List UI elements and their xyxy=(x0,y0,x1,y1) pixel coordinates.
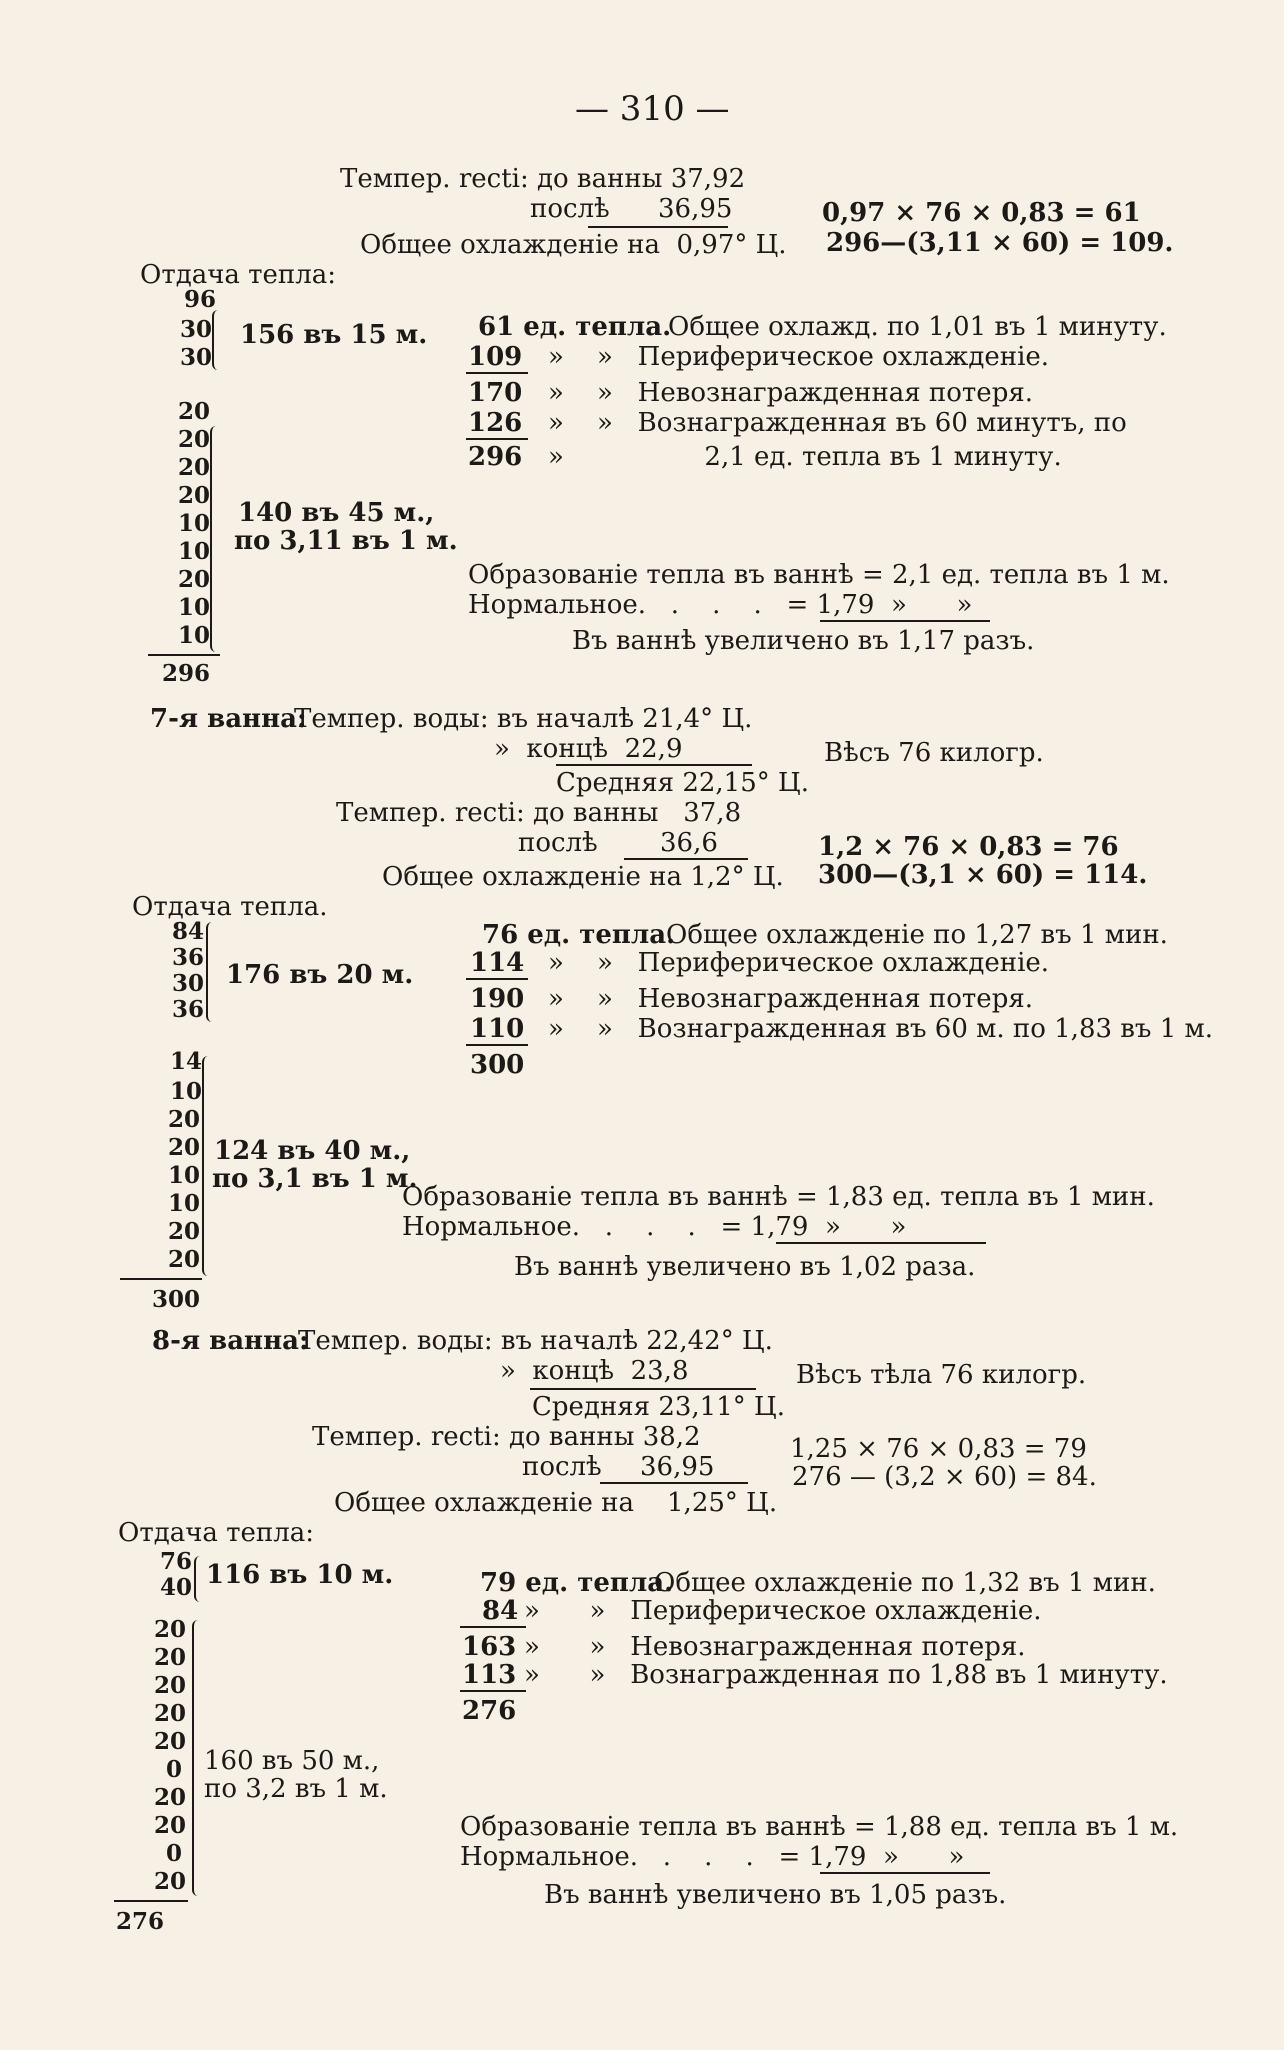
b6-rectal-after-label: послѣ xyxy=(530,194,610,224)
b8-increased: Въ ваннѣ увеличено въ 1,05 разъ. xyxy=(544,1880,1007,1910)
b7-row-text-0: Общее охлажденіе по 1,27 въ 1 мин. xyxy=(666,920,1168,950)
b7-num-10: 20 xyxy=(168,1218,201,1245)
b8-group2-label-2: по 3,2 въ 1 м. xyxy=(204,1774,388,1804)
b7-col-rule xyxy=(120,1278,202,1280)
b6-normal-rule xyxy=(820,620,990,622)
b6-num-7: 10 xyxy=(178,510,211,537)
b6-num-6: 20 xyxy=(178,482,211,509)
b6-row-text-1: » » Периферическое охлажденіе. xyxy=(548,342,1050,372)
b6-num-5: 20 xyxy=(178,454,211,481)
b8-num-9: 20 xyxy=(154,1812,187,1839)
b6-group2-label-1: 140 въ 45 м., xyxy=(238,498,435,528)
b7-row-text-2: » » Невознагражденная потеря. xyxy=(548,984,1033,1014)
b6-num-8: 10 xyxy=(178,538,211,565)
b8-mean: Средняя 23,11° Ц. xyxy=(532,1392,785,1422)
b6-num-1: 30 xyxy=(180,316,213,343)
b7-increased: Въ ваннѣ увеличено въ 1,02 раза. xyxy=(514,1252,976,1282)
b6-num-2: 30 xyxy=(180,344,213,371)
b8-col-rule xyxy=(114,1900,188,1902)
b6-group1-label: 156 въ 15 м. xyxy=(240,320,428,350)
b6-row-text-0: Общее охлажд. по 1,01 въ 1 минуту. xyxy=(668,312,1167,342)
b8-rectal-before: Темпер. recti: до ванны 38,2 xyxy=(312,1422,701,1452)
b8-normal-rule xyxy=(820,1872,990,1874)
b7-num-7: 20 xyxy=(168,1134,201,1161)
b7-row-value-3: 110 xyxy=(470,1014,525,1044)
b7-num-8: 10 xyxy=(168,1162,201,1189)
b6-normal: Нормальное. . . . = 1,79 » » xyxy=(468,590,973,620)
b8-row-value-3: 113 xyxy=(462,1660,517,1690)
b7-row-text-1: » » Периферическое охлажденіе. xyxy=(548,948,1050,978)
b6-brace-1 xyxy=(212,310,220,370)
b6-rectal-before: Темпер. recti: до ванны 37,92 xyxy=(340,164,746,194)
b6-row-text-2: » » Невознагражденная потеря. xyxy=(548,378,1033,408)
b8-normal: Нормальное. . . . = 1,79 » » xyxy=(460,1842,965,1872)
b8-calc1: 1,25 × 76 × 0,83 = 79 xyxy=(790,1434,1087,1464)
b7-num-2: 30 xyxy=(172,970,205,997)
b6-row-value-4: 296 xyxy=(468,442,523,472)
b7-row-value-4: 300 xyxy=(470,1050,525,1080)
b7-row-value-0: 76 ед. тепла. xyxy=(482,920,676,950)
b8-brace-2 xyxy=(192,1620,200,1896)
b7-rows-rule-1 xyxy=(466,978,528,980)
b8-num-2: 20 xyxy=(154,1616,187,1643)
b8-num-10: 0 xyxy=(166,1840,183,1867)
b7-water-end: » концѣ 22,9 xyxy=(494,734,683,764)
b7-rule xyxy=(624,858,748,860)
b8-title: 8-я ванна: xyxy=(152,1326,309,1356)
b8-num-11: 20 xyxy=(154,1868,187,1895)
b6-increased: Въ ваннѣ увеличено въ 1,17 разъ. xyxy=(572,626,1035,656)
b8-rows-rule-2 xyxy=(460,1690,526,1692)
b8-rows-rule-1 xyxy=(460,1626,526,1628)
b6-col-total: 296 xyxy=(162,660,211,687)
b8-heat-label: Отдача тепла: xyxy=(118,1518,315,1548)
b8-water-start: Темпер. воды: въ началѣ 22,42° Ц. xyxy=(298,1326,773,1356)
b6-num-3: 20 xyxy=(178,398,211,425)
b6-cooling-total: Общее охлажденіе на 0,97° Ц. xyxy=(360,230,787,260)
b7-col-total: 300 xyxy=(152,1286,201,1313)
b8-num-8: 20 xyxy=(154,1784,187,1811)
b7-cooling-total: Общее охлажденіе на 1,2° Ц. xyxy=(382,862,784,892)
b7-weight: Вѣсъ 76 килогр. xyxy=(824,738,1044,768)
b8-cooling-total: Общее охлажденіе на 1,25° Ц. xyxy=(334,1488,778,1518)
b8-num-5: 20 xyxy=(154,1700,187,1727)
b7-rectal-after-label: послѣ xyxy=(518,828,598,858)
b8-water-rule xyxy=(530,1388,756,1390)
b8-water-end: » концѣ 23,8 xyxy=(500,1356,689,1386)
b6-num-9: 20 xyxy=(178,566,211,593)
b8-calc2: 276 — (3,2 × 60) = 84. xyxy=(792,1462,1097,1492)
b8-num-7: 0 xyxy=(166,1756,183,1783)
b6-rule xyxy=(588,226,728,228)
b7-num-1: 36 xyxy=(172,944,205,971)
b8-weight: Вѣсъ тѣла 76 килогр. xyxy=(796,1360,1087,1390)
b6-calc1: 0,97 × 76 × 0,83 = 61 xyxy=(822,198,1141,228)
b6-num-0: 96 xyxy=(184,286,217,313)
b8-num-0: 76 xyxy=(160,1548,193,1575)
b6-col-rule xyxy=(148,654,220,656)
b7-num-5: 10 xyxy=(170,1078,203,1105)
b8-row-text-1: » » Периферическое охлажденіе. xyxy=(524,1596,1042,1626)
b7-row-value-2: 190 xyxy=(470,984,525,1014)
b6-num-11: 10 xyxy=(178,622,211,649)
b6-num-10: 10 xyxy=(178,594,211,621)
b7-group1-label: 176 въ 20 м. xyxy=(226,960,414,990)
b7-group2-label-2: по 3,1 въ 1 м. xyxy=(212,1164,418,1194)
b7-num-9: 10 xyxy=(168,1190,201,1217)
b6-row-value-2: 170 xyxy=(468,378,523,408)
b8-col-total: 276 xyxy=(116,1908,165,1935)
b8-row-text-3: » » Вознагражденная по 1,88 въ 1 минуту. xyxy=(524,1660,1168,1690)
b8-num-6: 20 xyxy=(154,1728,187,1755)
b7-rows-rule-2 xyxy=(466,1044,528,1046)
b7-num-6: 20 xyxy=(168,1106,201,1133)
b6-rectal-after-value: 36,95 xyxy=(658,194,733,224)
b7-num-3: 36 xyxy=(172,996,205,1023)
b8-row-value-1: 84 xyxy=(482,1596,519,1626)
b8-brace-1 xyxy=(194,1556,202,1602)
b7-num-11: 20 xyxy=(168,1246,201,1273)
b8-formation: Образованіе тепла въ ваннѣ = 1,88 ед. тепла въ 1 м. xyxy=(460,1812,1179,1842)
b7-num-0: 84 xyxy=(172,918,205,945)
b8-row-value-0: 79 ед. тепла. xyxy=(480,1568,674,1598)
b6-rows-rule-1 xyxy=(466,372,528,374)
page-number: — 310 — xyxy=(575,89,730,129)
b8-group1-label: 116 въ 10 м. xyxy=(206,1560,394,1590)
b8-row-text-2: » » Невознагражденная потеря. xyxy=(524,1632,1026,1662)
b6-calc2: 296—(3,11 × 60) = 109. xyxy=(826,228,1174,258)
b6-row-value-3: 126 xyxy=(468,408,523,438)
b7-water-rule xyxy=(556,764,752,766)
b8-rectal-after-value: 36,95 xyxy=(640,1452,715,1482)
b7-heat-label: Отдача тепла. xyxy=(132,892,328,922)
b7-normal: Нормальное. . . . = 1,79 » » xyxy=(402,1212,907,1242)
b6-rows-rule-2 xyxy=(466,438,528,440)
b6-row-text-4: » 2,1 ед. тепла въ 1 минуту. xyxy=(548,442,1062,472)
b7-title: 7-я ванна: xyxy=(150,704,307,734)
b6-num-4: 20 xyxy=(178,426,211,453)
b7-rectal-before: Темпер. recti: до ванны 37,8 xyxy=(336,798,742,828)
b7-num-4: 14 xyxy=(170,1048,203,1075)
b6-heat-label: Отдача тепла: xyxy=(140,260,337,290)
b8-group2-label-1: 160 въ 50 м., xyxy=(204,1746,380,1776)
b6-row-value-0: 61 ед. тепла. xyxy=(478,312,672,342)
b8-row-value-4: 276 xyxy=(462,1696,517,1726)
b7-water-start: Темпер. воды: въ началѣ 21,4° Ц. xyxy=(294,704,753,734)
b7-normal-rule xyxy=(776,1242,986,1244)
b6-row-value-1: 109 xyxy=(468,342,523,372)
b8-row-text-0: Общее охлажденіе по 1,32 въ 1 мин. xyxy=(654,1568,1156,1598)
b7-brace-2 xyxy=(202,1056,210,1276)
b7-formation: Образованіе тепла въ ваннѣ = 1,83 ед. тепла въ 1 мин. xyxy=(402,1182,1155,1212)
b7-mean: Средняя 22,15° Ц. xyxy=(556,768,809,798)
b8-num-3: 20 xyxy=(154,1644,187,1671)
b6-row-text-3: » » Вознагражденная въ 60 минутъ, по xyxy=(548,408,1127,438)
b7-calc2: 300—(3,1 × 60) = 114. xyxy=(818,860,1148,890)
b7-calc1: 1,2 × 76 × 0,83 = 76 xyxy=(818,832,1119,862)
b6-formation: Образованіе тепла въ ваннѣ = 2,1 ед. тепла въ 1 м. xyxy=(468,560,1170,590)
b7-row-value-1: 114 xyxy=(470,948,525,978)
b7-group2-label-1: 124 въ 40 м., xyxy=(214,1136,411,1166)
b7-brace-1 xyxy=(206,922,214,1022)
b7-rectal-after-value: 36,6 xyxy=(660,828,718,858)
b8-rule xyxy=(600,1482,748,1484)
b6-brace-2 xyxy=(210,426,218,652)
b8-num-1: 40 xyxy=(160,1574,193,1601)
b6-group2-label-2: по 3,11 въ 1 м. xyxy=(234,526,458,556)
b8-row-value-2: 163 xyxy=(462,1632,517,1662)
b8-rectal-after-label: послѣ xyxy=(522,1452,602,1482)
b8-num-4: 20 xyxy=(154,1672,187,1699)
b7-row-text-3: » » Вознагражденная въ 60 м. по 1,83 въ 1 м. xyxy=(548,1014,1214,1044)
